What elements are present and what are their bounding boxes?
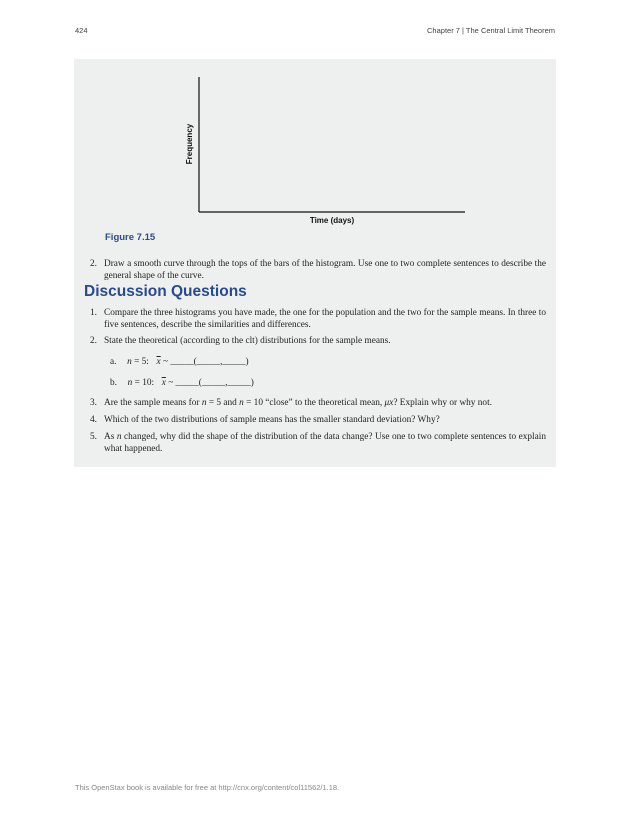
question-number: 1. xyxy=(90,308,97,318)
question-text: Are the sample means for n = 5 and n = 10 “close” to the theoretical mean, μx? Explain why or why not. xyxy=(104,398,492,408)
page-number: 424 xyxy=(75,26,88,35)
subitem-letter: a. xyxy=(110,357,117,367)
question-text: State the theoretical (according to the clt) distributions for the sample means. xyxy=(104,336,391,346)
distribution-blank: ~ _____(_____,_____) xyxy=(168,378,254,388)
question-text: Compare the three histograms you have made, the one for the population and the two for the sample means. In three to five sentences, describe the similarities and differences. xyxy=(104,308,546,330)
n-value: = 10: xyxy=(132,378,155,388)
question-number: 2. xyxy=(90,336,97,346)
question-number: 2. xyxy=(90,259,97,269)
subitem-b xyxy=(110,377,254,389)
x-bar: $\overline{x}$ xyxy=(156,357,161,367)
footer-note: This OpenStax book is available for free at http://cnx.org/content/col11562/1.18. xyxy=(75,783,340,792)
x-bar: $\overline{x}$ xyxy=(161,378,166,388)
y-axis-label: Frequency xyxy=(185,123,194,165)
question-number: 4. xyxy=(90,415,97,425)
section-title: Discussion Questions xyxy=(84,283,247,300)
mu-symbol: μx xyxy=(384,398,394,408)
question-number: 5. xyxy=(90,432,97,442)
question-text: Which of the two distributions of sample means has the smaller standard deviation? Why? xyxy=(104,415,440,425)
n-value: = 5: xyxy=(131,357,149,367)
n-variable: n xyxy=(127,378,133,388)
exercise-box xyxy=(74,59,556,467)
distribution-blank: ~ _____(_____,_____) xyxy=(163,357,249,367)
histogram-chart xyxy=(74,59,556,234)
subitem-letter: b. xyxy=(110,378,117,388)
question-text: Draw a smooth curve through the tops of the bars of the histogram. Use one to two complete sentences to describe the general shape of the curve. xyxy=(104,259,546,281)
chapter-title: Chapter 7 | The Central Limit Theorem xyxy=(427,26,555,35)
question-text: As n changed, why did the shape of the distribution of the data change? Use one to two complete sentences to explain what happened. xyxy=(104,432,547,454)
question-number: 3. xyxy=(90,398,97,408)
x-axis-label: Time (days) xyxy=(309,216,355,225)
figure-caption: Figure 7.15 xyxy=(105,232,156,243)
n-variable: n xyxy=(127,357,132,367)
subitem-a xyxy=(110,356,249,368)
